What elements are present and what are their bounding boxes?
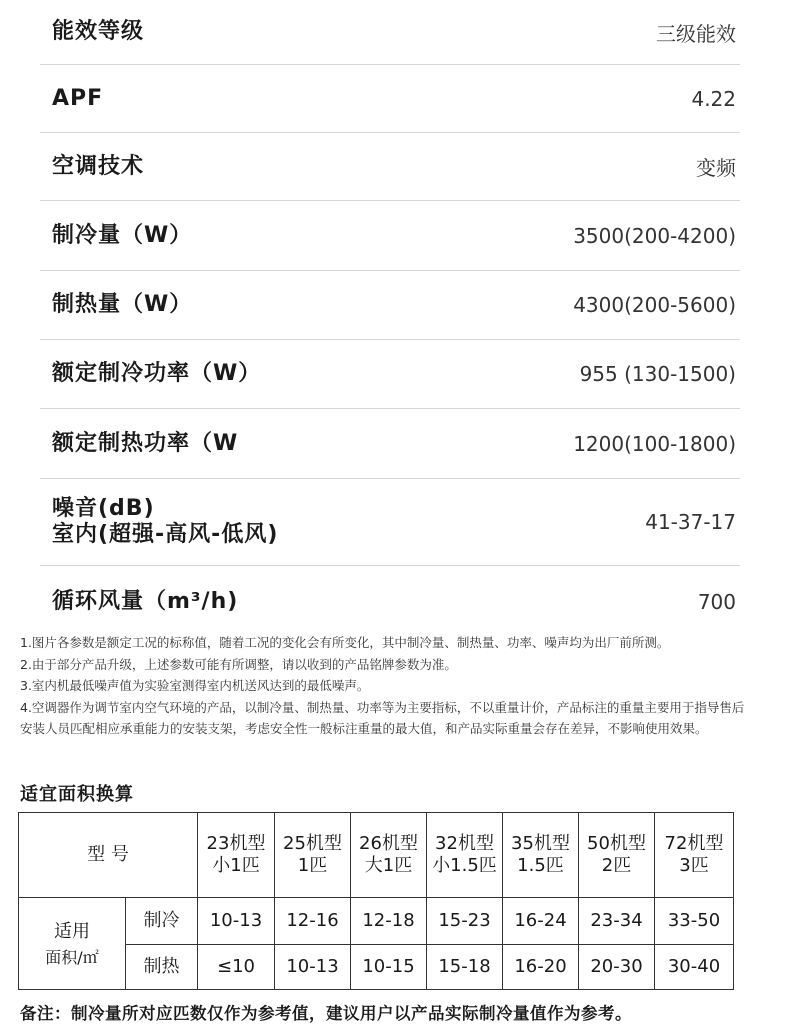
model-size: 小1.5匹 <box>432 855 497 876</box>
cooling-area: 15-23 <box>427 898 503 945</box>
model-name: 23机型 <box>206 833 266 854</box>
cooling-area: 23-34 <box>579 898 655 945</box>
spec-label: 空调技术 <box>52 153 145 179</box>
spec-value: 变频 <box>696 156 736 180</box>
spec-value: 955 (130-1500) <box>579 362 736 386</box>
heating-area: 10-13 <box>275 945 351 990</box>
footnote: 备注：制冷量所对应匹数仅作为参考值，建议用户以产品实际制冷量值作为参考。 <box>20 1004 632 1023</box>
spec-label: 额定制冷功率（W） <box>52 361 262 386</box>
model-name: 50机型 <box>587 833 646 854</box>
spec-value: 700 <box>697 590 736 614</box>
model-cell <box>351 813 427 898</box>
spec-label-line: 噪音(dB) <box>52 496 155 521</box>
spec-value: 4300(200-5600) <box>573 293 736 317</box>
spec-row-cooling-capacity <box>40 201 740 271</box>
spec-label: 制热量（W） <box>52 292 193 317</box>
note-item: 2.由于部分产品升级，上述参数可能有所调整，请以收到的产品铭牌参数为准。 <box>20 656 457 672</box>
area-conversion-title: 适宜面积换算 <box>20 784 134 805</box>
note-item: 1.图片各参数是额定工况的标称值，随着工况的变化会有所变化，其中制冷量、制热量、功率、噪声均为出厂前所测。 <box>20 635 670 650</box>
spec-value: 三级能效 <box>656 21 736 46</box>
cooling-area: 12-16 <box>275 898 351 945</box>
usage-label: 适用 <box>19 898 126 945</box>
model-cell <box>655 813 734 898</box>
model-name: 32机型 <box>435 833 494 854</box>
model-size: 1.5匹 <box>517 855 564 876</box>
spec-row-apf <box>40 65 740 133</box>
model-size: 大1匹 <box>364 855 413 876</box>
model-cell <box>427 813 503 898</box>
model-size: 2匹 <box>601 855 632 876</box>
model-cell <box>503 813 579 898</box>
cooling-area: 16-24 <box>503 898 579 945</box>
spec-row-rated-cooling-power <box>40 340 740 409</box>
heating-area: ≤10 <box>198 945 275 990</box>
spec-label: 额定制热功率（W <box>52 430 239 456</box>
cooling-label: 制冷 <box>126 898 198 945</box>
model-size: 小1匹 <box>212 855 260 876</box>
spec-label: 能效等级 <box>52 19 145 44</box>
cooling-area: 33-50 <box>655 898 734 945</box>
model-header-row <box>19 813 734 898</box>
model-cell <box>579 813 655 898</box>
cooling-row <box>19 898 734 945</box>
spec-label: 循环风量（m³/h) <box>52 589 239 614</box>
heating-label: 制热 <box>126 945 198 990</box>
heating-area: 30-40 <box>655 945 734 990</box>
area-conversion-table <box>18 812 734 990</box>
spec-label: 制冷量（W） <box>52 222 193 248</box>
spec-value: 3500(200-4200) <box>573 223 736 248</box>
spec-value: 1200(100-1800) <box>573 431 736 456</box>
cooling-area: 12-18 <box>351 898 427 945</box>
spec-row-ac-technology <box>40 133 740 201</box>
notes <box>20 632 750 740</box>
spec-list <box>40 0 740 638</box>
area-label: 面积/㎡ <box>19 945 126 990</box>
model-size: 1匹 <box>297 855 328 876</box>
heating-area: 15-18 <box>427 945 503 990</box>
heating-area: 10-15 <box>351 945 427 990</box>
spec-row-airflow <box>40 566 740 638</box>
model-header-cell: 型 号 <box>19 813 198 898</box>
spec-row-heating-capacity <box>40 271 740 340</box>
heating-row <box>19 945 734 990</box>
cooling-area: 10-13 <box>198 898 275 945</box>
heating-area: 20-30 <box>579 945 655 990</box>
model-size: 3匹 <box>679 855 709 876</box>
model-name: 72机型 <box>664 833 724 854</box>
spec-row-rated-heating-power <box>40 409 740 479</box>
model-cell <box>198 813 275 898</box>
note-item: 4.空调器作为调节室内空气环境的产品，以制冷量、制热量、功率等为主要指标，不以重量计价，产品标注的重量主要用于指导售后安装人员匹配相应承重能力的安装支架，考虑安全性一般标注重量的最大值，和产品实际重量会存在差异，不影响使用效果。 <box>20 699 745 736</box>
spec-value: 4.22 <box>691 86 736 111</box>
spec-value: 41-37-17 <box>645 510 736 534</box>
spec-label: APF <box>52 85 104 111</box>
spec-row-energy-grade <box>40 0 740 65</box>
model-name: 26机型 <box>359 833 418 854</box>
spec-label <box>40 496 278 548</box>
spec-label-line: 室内(超强-高风-低风) <box>52 522 279 547</box>
model-name: 35机型 <box>511 833 570 854</box>
note-item: 3.室内机最低噪声值为实验室测得室内机送风达到的最低噪声。 <box>20 678 370 693</box>
model-cell <box>275 813 351 898</box>
spec-row-noise <box>40 479 740 566</box>
model-name: 25机型 <box>283 833 342 854</box>
heating-area: 16-20 <box>503 945 579 990</box>
